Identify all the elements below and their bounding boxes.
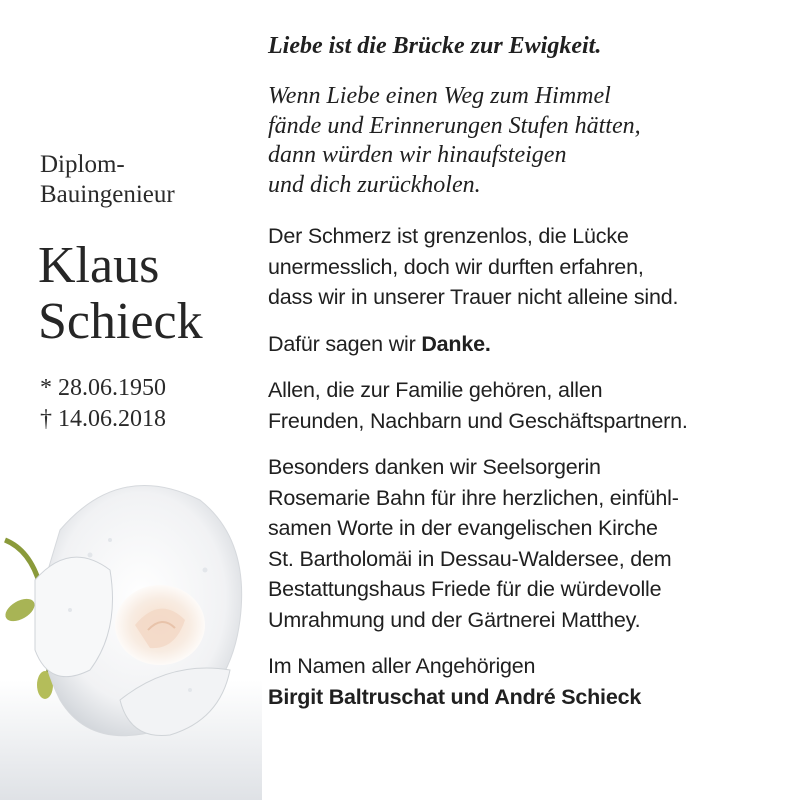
signoff: Im Namen aller Angehörigen xyxy=(268,654,536,678)
thanks-prefix: Dafür sagen wir xyxy=(268,331,422,356)
special-line-6: Umrahmung und der Gärtnerei Matthey. xyxy=(268,607,641,632)
poem-line-3: dann würden wir hinaufsteigen xyxy=(268,142,567,168)
special-thanks-paragraph xyxy=(268,452,788,635)
last-name: Schieck xyxy=(38,293,203,350)
special-line-2: Rosemarie Bahn für ihre herzlichen, einfühl- xyxy=(268,485,679,510)
all-paragraph xyxy=(268,375,788,436)
pain-line-2: unermesslich, doch wir durften erfahren, xyxy=(268,254,644,279)
special-line-1: Besonders danken wir Seelsorgerin xyxy=(268,455,601,479)
right-column xyxy=(268,30,788,712)
title-line-1: Diplom- xyxy=(40,151,125,178)
all-line-1: Allen, die zur Familie gehören, allen xyxy=(268,378,603,402)
pain-line-3: dass wir in unserer Trauer nicht alleine sind. xyxy=(268,285,679,309)
pain-line-1: Der Schmerz ist grenzenlos, die Lücke xyxy=(268,224,629,248)
white-rose-image xyxy=(0,460,262,800)
pain-paragraph xyxy=(268,221,788,313)
signature-block xyxy=(268,651,788,712)
special-line-4: St. Bartholomäi in Dessau-Waldersee, dem xyxy=(268,546,672,571)
thanks-paragraph xyxy=(268,329,788,360)
birth-date: * 28.06.1950 xyxy=(40,375,166,401)
poem-line-4: und dich zurückholen. xyxy=(268,171,481,198)
first-name: Klaus xyxy=(38,237,160,294)
motto: Liebe ist die Brücke zur Ewigkeit. xyxy=(268,33,602,59)
life-dates xyxy=(40,373,166,435)
poem-line-2: fände und Erinnerungen Stufen hätten, xyxy=(268,112,641,139)
poem-line-1: Wenn Liebe einen Weg zum Himmel xyxy=(268,83,611,109)
title-line-2: Bauingenieur xyxy=(40,181,175,208)
poem xyxy=(268,82,788,200)
all-line-2: Freunden, Nachbarn und Geschäftspartnern. xyxy=(268,408,688,433)
death-date: † 14.06.2018 xyxy=(40,406,166,432)
special-line-3: samen Worte in der evangelischen Kirche xyxy=(268,516,658,540)
deceased-name xyxy=(38,238,203,350)
signatories: Birgit Baltruschat und André Schieck xyxy=(268,684,642,709)
professional-title xyxy=(40,150,175,210)
special-line-5: Bestattungshaus Friede für die würdevolle xyxy=(268,577,662,601)
thanks-word: Danke. xyxy=(421,331,491,356)
left-column xyxy=(0,0,260,800)
